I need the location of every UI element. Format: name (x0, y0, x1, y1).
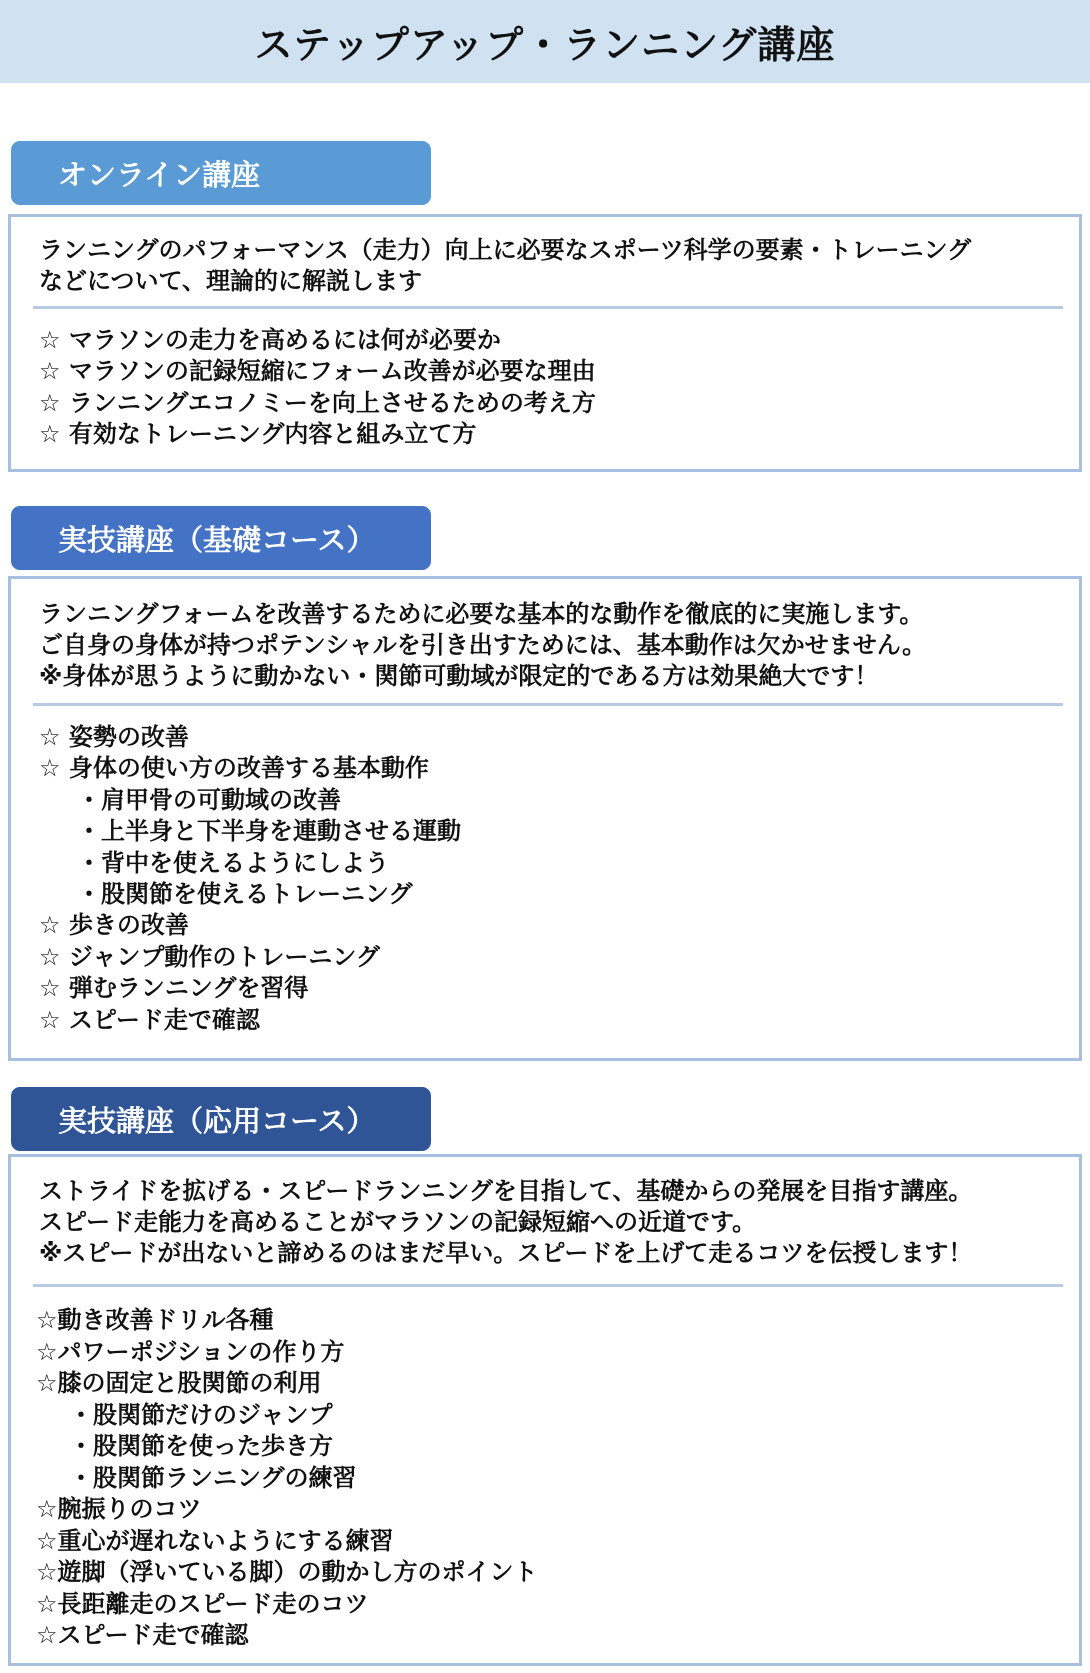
list-item: ☆長距離走のスピード走のコツ (36, 1589, 369, 1618)
list-item: ☆ ランニングエコノミーを向上させるための考え方 (39, 388, 596, 417)
divider (33, 703, 1063, 706)
list-item: ☆スピード走で確認 (36, 1621, 249, 1649)
section-tab-online: オンライン講座 (11, 141, 431, 205)
page-title: ステップアップ・ランニング講座 (0, 0, 1090, 83)
list-item: ☆ 身体の使い方の改善する基本動作 (39, 754, 429, 783)
intro-line: ※スピードが出ないと諦めるのはまだ早い。スピードを上げて走るコツを伝授します！ (39, 1239, 973, 1267)
list-item: ☆腕振りのコツ (36, 1495, 202, 1523)
divider (33, 306, 1063, 309)
intro-line: ストライドを拡げる・スピードランニングを目指して、基礎からの発展を目指す講座。 (39, 1177, 973, 1205)
list-item: ・上半身と下半身を連動させる運動 (77, 817, 461, 846)
list-item: ・股関節を使えるトレーニング (77, 879, 413, 908)
divider (33, 1284, 1063, 1287)
list-item: ☆パワーポジションの作り方 (36, 1337, 345, 1366)
item-list (39, 325, 596, 451)
list-item: ・背中を使えるようにしよう (77, 848, 389, 877)
list-item: ・股関節ランニングの練習 (69, 1463, 357, 1492)
intro-line: などについて、理論的に解説します (39, 267, 423, 295)
list-item: ・股関節を使った歩き方 (69, 1432, 333, 1460)
list-item: ☆ 有効なトレーニング内容と組み立て方 (39, 420, 477, 449)
intro-line: ランニングのパフォーマンス（走力）向上に必要なスポーツ科学の要素・トレーニング (39, 236, 972, 264)
section-box-advanced (8, 1154, 1082, 1666)
intro-line: ※身体が思うように動かない・関節可動域が限定的である方は効果絶大です！ (39, 662, 879, 690)
list-item: ☆動き改善ドリル各種 (36, 1306, 274, 1334)
list-item: ☆ ジャンプ動作のトレーニング (39, 942, 380, 971)
list-item: ☆ スピード走で確認 (39, 1005, 260, 1034)
section-tab-advanced: 実技講座（応用コース） (11, 1087, 431, 1151)
list-item: ☆遊脚（浮いている脚）の動かし方のポイント (36, 1558, 538, 1586)
section-intro (39, 235, 971, 297)
list-item: ☆重心が遅れないようにする練習 (36, 1526, 394, 1555)
intro-line: スピード走能力を高めることがマラソンの記録短縮への近道です。 (39, 1208, 757, 1236)
list-item: ☆ 歩きの改善 (39, 911, 189, 940)
intro-line: ご自身の身体が持つポテンシャルを引き出すためには、基本動作は欠かせません。 (39, 631, 927, 659)
section-tab-basic: 実技講座（基礎コース） (11, 506, 431, 570)
item-list (39, 722, 461, 1036)
list-item: ☆ マラソンの記録短縮にフォーム改善が必要な理由 (39, 357, 596, 386)
section-box-online (8, 214, 1082, 472)
intro-line: ランニングフォームを改善するために必要な基本的な動作を徹底的に実施します。 (39, 600, 924, 628)
section-intro (39, 599, 926, 692)
section-box-basic (8, 576, 1082, 1061)
list-item: ・股関節だけのジャンプ (69, 1400, 333, 1429)
list-item: ・肩甲骨の可動域の改善 (77, 785, 341, 814)
list-item: ☆ 弾むランニングを習得 (39, 974, 309, 1003)
section-intro (39, 1176, 972, 1269)
item-list (36, 1305, 538, 1652)
list-item: ☆ 姿勢の改善 (39, 723, 189, 751)
list-item: ☆膝の固定と股関節の利用 (36, 1369, 322, 1397)
list-item: ☆ マラソンの走力を高めるには何が必要か (39, 326, 501, 354)
